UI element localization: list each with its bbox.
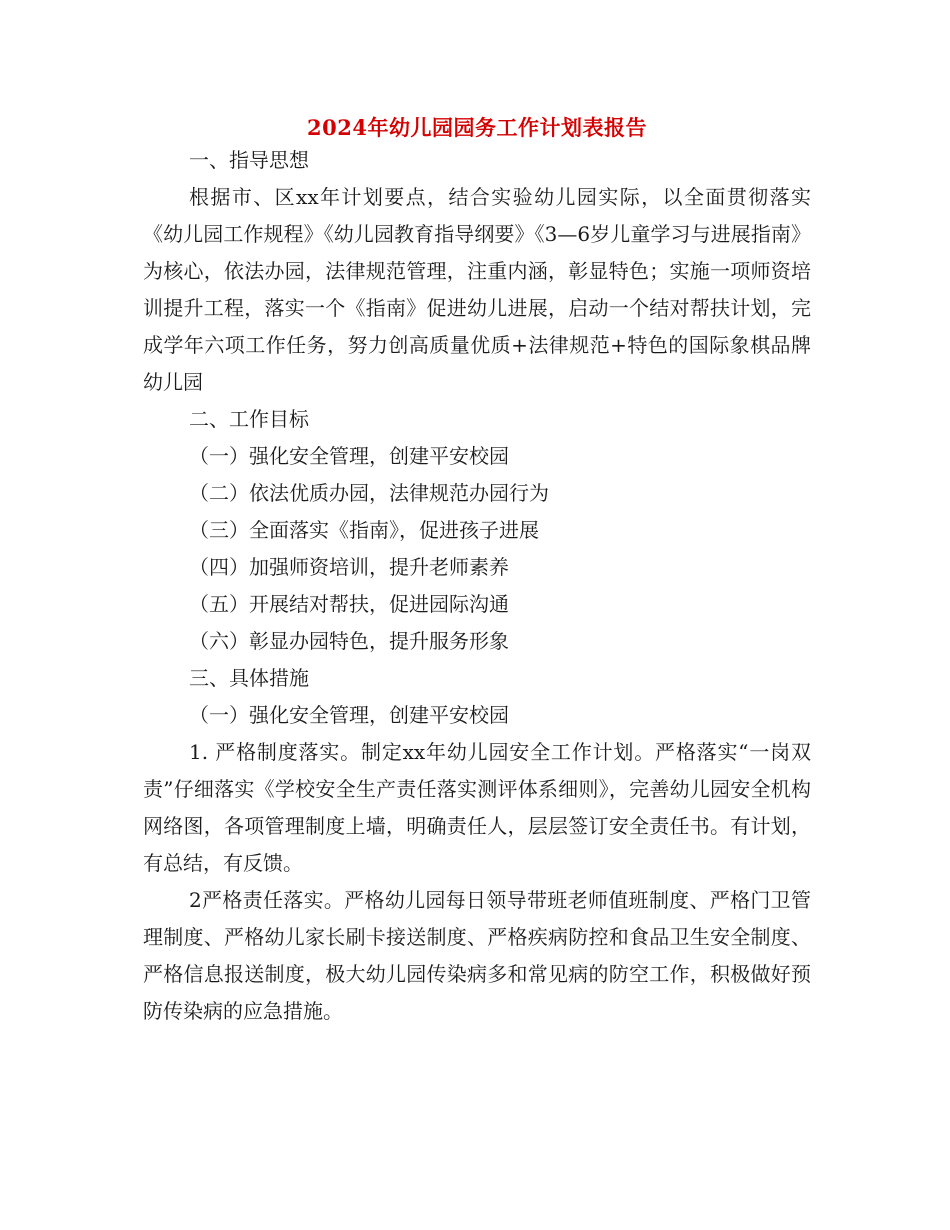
goal-item: （五）开展结对帮扶，促进园际沟通 — [189, 592, 509, 616]
goal-item: （三）全面落实《指南》，促进孩子进展 — [189, 518, 539, 542]
section-heading-specific-measures: 三、具体措施 — [189, 666, 309, 690]
goal-item: （二）依法优质办园，法律规范办园行为 — [189, 481, 549, 505]
measure-paragraph: 2严格责任落实。严格幼儿园每日领导带班老师值班制度、严格门卫管理制度、严格幼儿家长刷卡接送制度、严格疾病防控和食品卫生安全制度、严格信息报送制度，极大幼儿园传染病多和常见病的防空工作，积极做好预防传染病的应急措施。 — [143, 888, 811, 1023]
document-body — [143, 114, 811, 1030]
guiding-ideology-paragraph: 根据市、区xx年计划要点，结合实验幼儿园实际，以全面贯彻落实《幼儿园工作规程》《幼儿园教育指导纲要》《3—6岁儿童学习与进展指南》为核心，依法办园，法律规范管理，注重内涵，彰显特色；实施一项师资培训提升工程，落实一个《指南》促进幼儿进展，启动一个结对帮扶计划，完成学年六项工作任务，努力创高质量优质+法律规范+特色的国际象棋品牌幼儿园 — [143, 185, 811, 394]
measures-subheading: （一）强化安全管理，创建平安校园 — [189, 703, 509, 727]
goal-item: （六）彰显办园特色，提升服务形象 — [189, 629, 509, 653]
section-heading-work-goals: 二、工作目标 — [189, 407, 309, 431]
document-title: 2024年幼儿园园务工作计划表报告 — [307, 115, 647, 140]
measure-paragraph: 1. 严格制度落实。制定xx年幼儿园安全工作计划。严格落实“一岗双责”仔细落实《学校安全生产责任落实测评体系细则》，完善幼儿园安全机构网络图，各项管理制度上墙，明确责任人，层层签订安全责任书。有计划，有总结，有反馈。 — [143, 740, 811, 875]
goal-item: （四）加强师资培训，提升老师素养 — [189, 555, 509, 579]
goal-item: （一）强化安全管理，创建平安校园 — [189, 444, 509, 468]
section-heading-guiding-ideology: 一、指导思想 — [189, 148, 309, 172]
